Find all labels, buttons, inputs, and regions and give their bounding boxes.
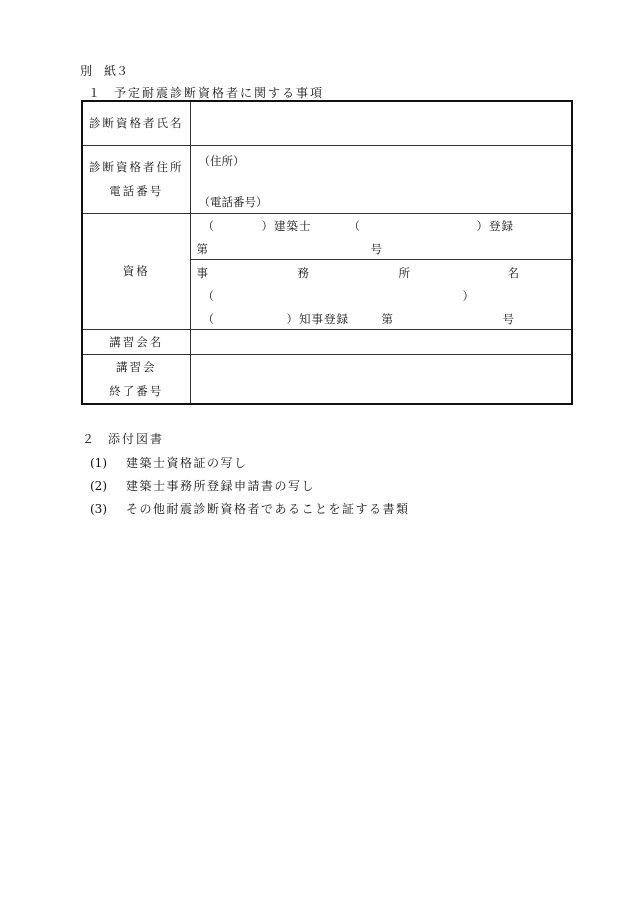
course-end-label-2: 終了番号 [109, 383, 164, 398]
name-label: 診断資格者氏名 [82, 101, 190, 145]
address-label: 診断資格者住所 [89, 160, 184, 174]
architect-open-paren: （ [202, 218, 214, 233]
section2-title: 添付図書 [108, 432, 165, 446]
governor-dai: 第 [381, 311, 393, 326]
qualification-form-table [81, 100, 573, 405]
governor-registration-label: ）知事登録 [286, 311, 349, 326]
architect-field[interactable] [190, 213, 572, 259]
course-end-label-1: 講習会 [116, 359, 157, 374]
row-address [82, 145, 572, 213]
course-end-label-cell [82, 354, 190, 404]
address-field-label: （住所） [198, 153, 245, 168]
attachment-item-number: (3) [90, 502, 107, 516]
doc-label: 別 紙３ [80, 64, 129, 78]
governor-open-paren: （ [202, 311, 214, 326]
registration-open-paren: （ [348, 218, 360, 233]
office-field[interactable] [190, 259, 572, 329]
phone-field-label: （電話番号） [198, 194, 268, 209]
architect-type-label: ）建築士 [261, 218, 312, 233]
office-open-paren: （ [202, 288, 214, 303]
registration-go: 号 [370, 241, 382, 256]
qualification-label: 資格 [82, 213, 190, 329]
attachment-item-number: (2) [90, 479, 107, 493]
attachment-item-text: 建築士事務所登録申請書の写し [126, 479, 316, 493]
row-course-end [82, 354, 572, 404]
registration-label: ）登録 [476, 218, 514, 233]
address-label-cell [82, 145, 190, 213]
section1-number: １ [88, 86, 101, 100]
attachment-item-text: その他耐震診断資格者であることを証する書類 [126, 502, 410, 516]
attachment-item-number: (1) [90, 456, 107, 470]
phone-label: 電話番号 [109, 184, 164, 198]
row-qualification-architect [82, 213, 572, 259]
course-field[interactable] [190, 329, 572, 354]
office-char-1: 事 [196, 265, 208, 280]
name-field[interactable] [190, 101, 572, 145]
office-char-2: 務 [297, 265, 309, 280]
row-course [82, 329, 572, 354]
office-char-4: 名 [507, 265, 519, 280]
attachment-item-text: 建築士資格証の写し [126, 456, 248, 470]
office-char-3: 所 [398, 265, 410, 280]
attachment-item-3 [90, 500, 410, 517]
attachment-item-1 [90, 454, 248, 471]
governor-go: 号 [502, 311, 514, 326]
course-label: 講習会名 [82, 329, 190, 354]
section2-number: ２ [82, 432, 95, 446]
course-end-field[interactable] [190, 354, 572, 404]
office-close-paren: ） [462, 288, 474, 303]
registration-dai: 第 [196, 241, 208, 256]
attachment-item-2 [90, 477, 315, 494]
address-field[interactable] [190, 145, 572, 213]
row-name [82, 101, 572, 145]
section1-title: 予定耐震診断資格者に関する事項 [114, 86, 325, 100]
